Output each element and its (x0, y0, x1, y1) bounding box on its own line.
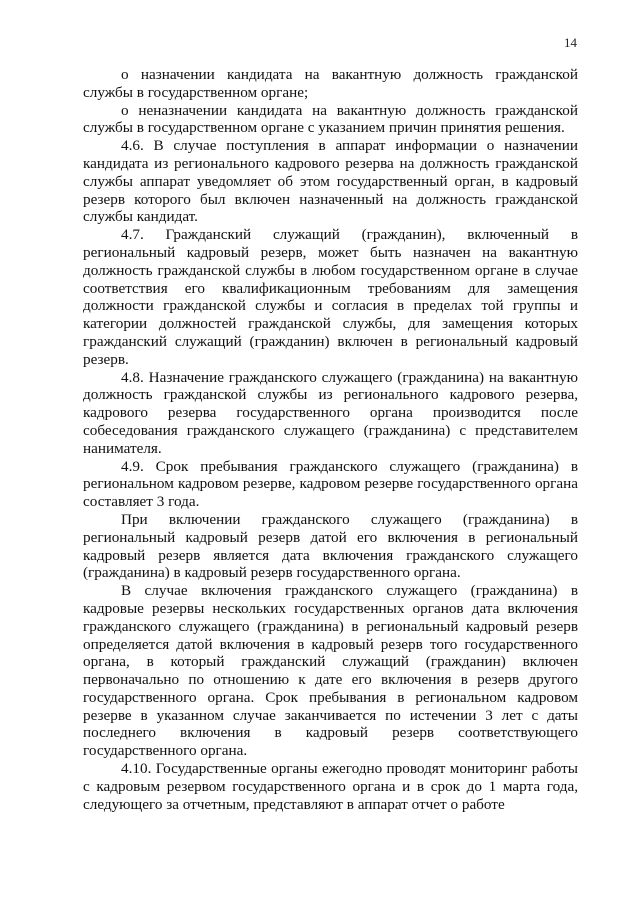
paragraph-4-7: 4.7. Гражданский служащий (гражданин), включенный в региональный кадровый резерв, может быть назначен на вакантную должность гражданской службы в любом государственном органе в случае соответствия его квалификационным требованиям для замещения должности гражданской службы и согласия в пределах той группы и категории должностей гражданской службы, для замещения которых гражданский служащий (гражданин) включен в региональный кадровый резерв. (83, 226, 578, 368)
page-number: 14 (564, 35, 577, 50)
paragraph-4-10: 4.10. Государственные органы ежегодно проводят мониторинг работы с кадровым резервом государственного органа и в срок до 1 марта года, следующего за отчетным, представляют в аппарат отчет о работе (83, 760, 578, 813)
paragraph-appointment-decision: о назначении кандидата на вакантную должность гражданской службы в государственном органе; (83, 66, 578, 101)
paragraph-non-appointment-decision: о неназначении кандидата на вакантную должность гражданской службы в государственном органе с указанием причин принятия решения. (83, 101, 578, 137)
paragraph-4-6: 4.6. В случае поступления в аппарат информации о назначении кандидата из регионального кадрового резерва на должность гражданской службы аппарат уведомляет об этом государственный орган, в кадровый резерв которого был включен назначенный на должность гражданской службы кандидат. (83, 137, 578, 226)
paragraph-inclusion-date: При включении гражданского служащего (гражданина) в региональный кадровый резерв датой его включения в региональный кадровый резерв является дата включения гражданского служащего (гражданина) в кадровый резерв государственного органа. (83, 510, 578, 582)
paragraph-4-8: 4.8. Назначение гражданского служащего (гражданина) на вакантную должность гражданской службы из регионального кадрового резерва, кадрового резерва государственного органа производится после собеседования гражданского служащего (гражданина) с представителем нанимателя. (83, 368, 578, 457)
paragraph-4-9: 4.9. Срок пребывания гражданского служащего (гражданина) в региональном кадровом резерве, кадровом резерве государственного органа составляет 3 года. (83, 457, 578, 511)
document-body (83, 66, 578, 813)
paragraph-multiple-reserves: В случае включения гражданского служащего (гражданина) в кадровые резервы нескольких государственных органов дата включения гражданского служащего (гражданина) в региональный кадровый резерв определяется датой включения в кадровый резерв того государственного органа, в который гражданский служащий (гражданин) включен первоначально по отношению к дате его включения в резерв другого государственного органа. Срок пребывания в региональном кадровом резерве в указанном случае заканчивается по истечении 3 лет с даты последнего включения в кадровый резерв соответствующего государственного органа. (83, 582, 578, 760)
